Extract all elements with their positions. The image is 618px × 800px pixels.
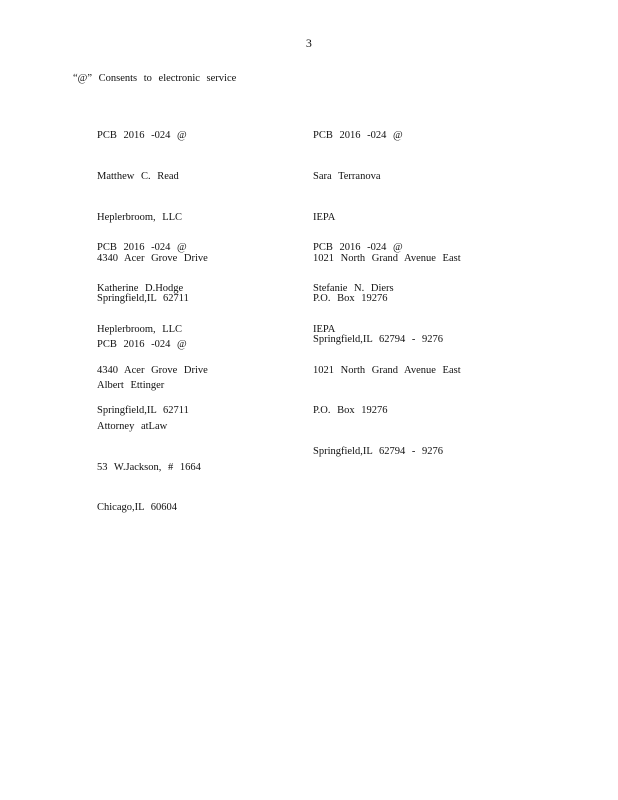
recipient-name: Katherine D.Hodge [97, 282, 184, 294]
recipient-organization: IEPA [313, 211, 336, 223]
service-entry [97, 311, 201, 529]
city-state-zip: Springfield,IL 62711 [97, 293, 189, 305]
street-address: 53 W.Jackson, # 1664 [97, 461, 201, 473]
po-box: P.O. Box 19276 [313, 293, 388, 305]
city-state-zip: Chicago,IL 60604 [97, 502, 178, 514]
recipient-name: Albert Ettinger [97, 379, 165, 391]
city-state-zip: Springfield,IL 62794 - 9276 [313, 446, 444, 458]
page-number: 3 [305, 36, 313, 50]
recipient-name: Stefanie N. Diers [313, 282, 394, 294]
electronic-service-legend: “@” Consents to electronic service [73, 73, 237, 84]
recipient-organization: Heplerbroom, LLC [97, 211, 183, 223]
case-number: PCB 2016 -024 @ [313, 130, 403, 142]
case-number: PCB 2016 -024 @ [97, 130, 187, 142]
street-address: 4340 Acer Grove Drive [97, 252, 208, 264]
street-address: 1021 North Grand Avenue East [313, 364, 461, 376]
case-number: PCB 2016 -024 @ [97, 242, 187, 254]
city-state-zip: Springfield,IL 62711 [97, 405, 189, 417]
po-box: P.O. Box 19276 [313, 405, 388, 417]
case-number: PCB 2016 -024 @ [97, 339, 187, 351]
recipient-name: Matthew C. Read [97, 170, 179, 182]
street-address: 4340 Acer Grove Drive [97, 364, 208, 376]
recipient-organization: Heplerbroom, LLC [97, 323, 183, 335]
street-address: 1021 North Grand Avenue East [313, 252, 461, 264]
recipient-name: Sara Terranova [313, 170, 381, 182]
case-number: PCB 2016 -024 @ [313, 242, 403, 254]
city-state-zip: Springfield,IL 62794 - 9276 [313, 334, 444, 346]
service-entry [313, 214, 461, 472]
recipient-title: Attorney atLaw [97, 420, 168, 432]
recipient-organization: IEPA [313, 323, 336, 335]
